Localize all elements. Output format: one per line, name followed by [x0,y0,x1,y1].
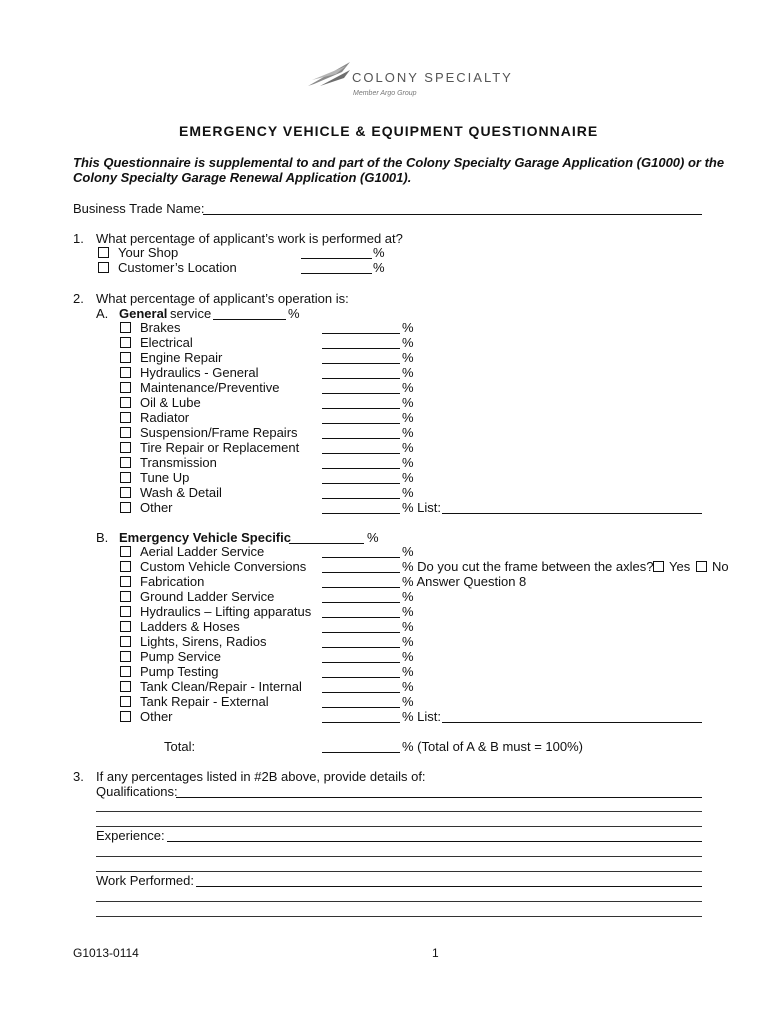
q2a-item-label: Oil & Lube [140,395,201,410]
q2b-checkbox[interactable] [120,651,131,662]
work-performed-line[interactable] [96,901,702,902]
q2b-checkbox[interactable] [120,606,131,617]
q2a-item-label: Wash & Detail [140,485,222,500]
q2a-checkbox[interactable] [120,472,131,483]
q2a-pct-field[interactable] [322,423,400,424]
q2b-item-label: Custom Vehicle Conversions [140,559,307,574]
q2b-frame-yes-checkbox[interactable] [653,561,664,572]
q1-number: 1. [73,231,84,246]
experience-line[interactable] [96,871,702,872]
intro-line-2: Colony Specialty Garage Renewal Application (G1001). [73,170,412,185]
work-performed-line[interactable] [96,916,702,917]
q2b-checkbox[interactable] [120,636,131,647]
qualifications-line[interactable] [96,811,702,812]
business-trade-name-label: Business Trade Name: [73,201,205,216]
q2b-pct-field[interactable] [322,647,400,648]
q2a-pct-field[interactable] [322,408,400,409]
q2a-pct-field[interactable] [322,483,400,484]
q2b-checkbox[interactable] [120,696,131,707]
q2a-item-label: Radiator [140,410,190,425]
colony-logo-mark [306,60,352,88]
q2a-item-pct-sign: % [402,470,414,485]
q2a-item-label: Electrical [140,335,193,350]
q2a-checkbox[interactable] [120,427,131,438]
q2b-item-pct-sign: % [402,694,414,709]
form-id: G1013-0114 [73,946,139,960]
page-title: EMERGENCY VEHICLE & EQUIPMENT QUESTIONNAIRE [179,123,599,139]
q2a-letter: A. [96,306,109,321]
q2b-pct-field[interactable] [322,587,400,588]
total-label: Total: [164,739,196,754]
q2a-pct-field[interactable] [322,513,400,514]
q1-pct-sign: % [373,245,385,260]
q2a-item-label: Engine Repair [140,350,223,365]
q2a-checkbox[interactable] [120,412,131,423]
q1-customer-location-pct-field[interactable] [301,273,372,274]
q2a-pct-field[interactable] [322,378,400,379]
q2b-other-list-field[interactable] [442,722,702,723]
q3-question: If any percentages listed in #2B above, provide details of: [96,769,426,784]
q1-checkbox-customer-location[interactable] [98,262,109,273]
q2a-item-label: Tune Up [140,470,190,485]
q2a-checkbox[interactable] [120,382,131,393]
q2a-checkbox[interactable] [120,397,131,408]
q2a-pct-field[interactable] [322,348,400,349]
page-number: 1 [432,946,439,960]
q2a-item-label: Maintenance/Preventive [140,380,280,395]
q2a-pct-field[interactable] [322,468,400,469]
qualifications-label: Qualifications: [96,784,178,799]
q2b-pct-field[interactable] [322,602,400,603]
q2b-frame-no-checkbox[interactable] [696,561,707,572]
q2a-item-pct-sign: % [402,485,414,500]
q2a-item-pct-sign: % [402,440,414,455]
q2a-item-pct-sign: % [402,410,414,425]
q2b-item-label: Ground Ladder Service [140,589,275,604]
q2b-frame-yes-label: Yes [669,559,691,574]
q2b-frame-question: % Do you cut the frame between the axles? [402,559,654,574]
q2b-total-pct-field[interactable] [289,543,364,544]
q2a-checkbox[interactable] [120,367,131,378]
q2b-item-pct-sign: % [402,589,414,604]
q2a-other-list-label: % List: [402,500,442,515]
q2a-item-pct-sign: % [402,455,414,470]
q1-checkbox-your-shop[interactable] [98,247,109,258]
q2b-checkbox[interactable] [120,576,131,587]
qualifications-line[interactable] [96,826,702,827]
q2b-item-pct-sign: % [402,649,414,664]
q2b-item-pct-sign: % [402,634,414,649]
q2b-other-list-label: % List: [402,709,442,724]
q2b-pct-field[interactable] [322,707,400,708]
q2a-item-pct-sign: % [402,320,414,335]
q2b-checkbox[interactable] [120,711,131,722]
q2a-pct-field[interactable] [322,393,400,394]
q2a-checkbox[interactable] [120,322,131,333]
q2b-item-label: Fabrication [140,574,205,589]
experience-field[interactable] [167,841,702,842]
q1-pct-sign: % [373,260,385,275]
q2b-item-label: Pump Service [140,649,221,664]
intro-line-1: This Questionnaire is supplemental to and part of the Colony Specialty Garage Application (G1000) or the [73,155,725,170]
q2a-pct-sign: % [288,306,300,321]
q2b-frame-no-label: No [712,559,729,574]
q2a-item-pct-sign: % [402,335,414,350]
q2b-pct-sign: % [367,530,379,545]
q2b-checkbox[interactable] [120,666,131,677]
q2b-checkbox[interactable] [120,681,131,692]
q2b-item-pct-sign: % [402,679,414,694]
business-trade-name-field[interactable] [203,214,702,215]
q2a-item-pct-sign: % [402,380,414,395]
q2b-item-label: Aerial Ladder Service [140,544,265,559]
q1-question: What percentage of applicant’s work is performed at? [96,231,403,246]
total-note: % (Total of A & B must = 100%) [402,739,584,754]
q2b-answer-q8: % Answer Question 8 [402,574,527,589]
q2b-pct-field[interactable] [322,632,400,633]
q2b-item-label: Other [140,709,173,724]
q2a-pct-field[interactable] [322,363,400,364]
q2a-item-pct-sign: % [402,425,414,440]
q2a-label: General [119,306,168,321]
q2b-item-label: Pump Testing [140,664,219,679]
q2b-item-label: Tank Clean/Repair - Internal [140,679,302,694]
q1-your-shop-pct-field[interactable] [301,258,372,259]
q2b-pct-field[interactable] [322,722,400,723]
q2a-item-pct-sign: % [402,365,414,380]
q2a-pct-field[interactable] [322,453,400,454]
q2b-label: Emergency Vehicle Specific [119,530,291,545]
q2a-checkbox[interactable] [120,487,131,498]
logo-subtitle: Member Argo Group [353,90,417,97]
q2b-letter: B. [96,530,109,545]
q2-number: 2. [73,291,84,306]
q2a-checkbox[interactable] [120,352,131,363]
q2b-item-label: Tank Repair - External [140,694,269,709]
q2a-item-pct-sign: % [402,350,414,365]
work-performed-field[interactable] [196,886,702,887]
q2b-pct-field[interactable] [322,692,400,693]
q3-number: 3. [73,769,84,784]
q2a-item-pct-sign: % [402,395,414,410]
q2a-item-label: Tire Repair or Replacement [140,440,300,455]
q2b-pct-field[interactable] [322,617,400,618]
q2a-checkbox[interactable] [120,442,131,453]
q2a-item-label: Brakes [140,320,181,335]
qualifications-field[interactable] [176,797,702,798]
q2b-checkbox[interactable] [120,621,131,632]
q2b-checkbox[interactable] [120,561,131,572]
q2b-item-label: Hydraulics – Lifting apparatus [140,604,312,619]
q2a-pct-field[interactable] [322,438,400,439]
q2b-item-pct-sign: % [402,619,414,634]
total-pct-field[interactable] [322,752,400,753]
q2a-total-pct-field[interactable] [213,319,286,320]
q2a-checkbox[interactable] [120,457,131,468]
q2b-pct-field[interactable] [322,557,400,558]
q2a-item-label: Transmission [140,455,217,470]
experience-label: Experience: [96,828,165,843]
q2a-item-label: Hydraulics - General [140,365,259,380]
q2b-checkbox[interactable] [120,546,131,557]
q2b-item-pct-sign: % [402,544,414,559]
q2b-item-pct-sign: % [402,604,414,619]
q2b-pct-field[interactable] [322,662,400,663]
q2a-other-list-field[interactable] [442,513,702,514]
q2b-item-label: Ladders & Hoses [140,619,240,634]
q2a-pct-field[interactable] [322,333,400,334]
q2a-item-label: Suspension/Frame Repairs [140,425,298,440]
experience-line[interactable] [96,856,702,857]
q2a-checkbox[interactable] [120,337,131,348]
q2b-checkbox[interactable] [120,591,131,602]
logo-name: COLONY SPECIALTY [352,70,513,85]
q2b-item-pct-sign: % [402,664,414,679]
q2b-pct-field[interactable] [322,572,400,573]
q2a-checkbox[interactable] [120,502,131,513]
q2b-pct-field[interactable] [322,677,400,678]
q2a-item-label: Other [140,500,173,515]
work-performed-label: Work Performed: [96,873,195,888]
q1-item-customer-location: Customer’s Location [118,260,237,275]
q2a-label-suffix: service [170,306,212,321]
q2-question: What percentage of applicant’s operation is: [96,291,349,306]
q2a-pct-field[interactable] [322,498,400,499]
q2b-item-label: Lights, Sirens, Radios [140,634,267,649]
q1-item-your-shop: Your Shop [118,245,179,260]
